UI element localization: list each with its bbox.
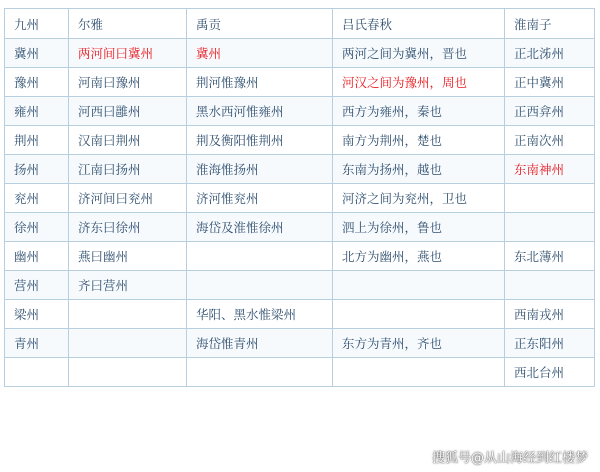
table-row bbox=[5, 39, 595, 68]
table-row bbox=[5, 126, 595, 155]
table-row bbox=[5, 97, 595, 126]
province-cell bbox=[5, 358, 69, 387]
erya-cell: 济河间曰兖州 bbox=[69, 184, 187, 213]
lushi-chunqiu-cell: 北方为幽州，燕也 bbox=[333, 242, 505, 271]
lushi-chunqiu-cell: 泗上为徐州，鲁也 bbox=[333, 213, 505, 242]
province-cell: 幽州 bbox=[5, 242, 69, 271]
lushi-chunqiu-cell: 两河之间为冀州，晋也 bbox=[333, 39, 505, 68]
erya-cell bbox=[69, 300, 187, 329]
erya-cell: 济东曰徐州 bbox=[69, 213, 187, 242]
erya-cell bbox=[69, 329, 187, 358]
erya-cell: 两河间曰冀州 bbox=[69, 39, 187, 68]
yugong-cell bbox=[187, 271, 333, 300]
yugong-cell: 济河惟兖州 bbox=[187, 184, 333, 213]
table-row bbox=[5, 155, 595, 184]
table-row bbox=[5, 213, 595, 242]
erya-cell: 江南曰扬州 bbox=[69, 155, 187, 184]
yugong-cell bbox=[187, 242, 333, 271]
lushi-chunqiu-cell bbox=[333, 358, 505, 387]
table-body bbox=[5, 39, 595, 387]
yugong-cell: 荆及衡阳惟荆州 bbox=[187, 126, 333, 155]
erya-cell bbox=[69, 358, 187, 387]
header-cell-jiuzhou: 九州 bbox=[5, 9, 69, 39]
huainanzi-cell: 正南次州 bbox=[505, 126, 595, 155]
province-cell: 荆州 bbox=[5, 126, 69, 155]
header-cell-erya: 尔雅 bbox=[69, 9, 187, 39]
yugong-cell: 荆河惟豫州 bbox=[187, 68, 333, 97]
yugong-cell: 华阳、黑水惟梁州 bbox=[187, 300, 333, 329]
province-cell: 青州 bbox=[5, 329, 69, 358]
lushi-chunqiu-cell: 河济之间为兖州，卫也 bbox=[333, 184, 505, 213]
province-cell: 梁州 bbox=[5, 300, 69, 329]
lushi-chunqiu-cell: 河汉之间为豫州，周也 bbox=[333, 68, 505, 97]
table-row bbox=[5, 300, 595, 329]
province-cell: 冀州 bbox=[5, 39, 69, 68]
huainanzi-cell bbox=[505, 184, 595, 213]
nine-provinces-table bbox=[4, 8, 595, 387]
table-row bbox=[5, 68, 595, 97]
huainanzi-cell: 正东阳州 bbox=[505, 329, 595, 358]
province-cell: 营州 bbox=[5, 271, 69, 300]
yugong-cell: 海岱惟青州 bbox=[187, 329, 333, 358]
header-cell-huainanzi: 淮南子 bbox=[505, 9, 595, 39]
erya-cell: 河西曰雝州 bbox=[69, 97, 187, 126]
huainanzi-cell: 西南戎州 bbox=[505, 300, 595, 329]
erya-cell: 燕曰幽州 bbox=[69, 242, 187, 271]
huainanzi-cell: 西北台州 bbox=[505, 358, 595, 387]
erya-cell: 齐曰营州 bbox=[69, 271, 187, 300]
province-cell: 徐州 bbox=[5, 213, 69, 242]
huainanzi-cell bbox=[505, 271, 595, 300]
province-cell: 雍州 bbox=[5, 97, 69, 126]
huainanzi-cell: 东南神州 bbox=[505, 155, 595, 184]
lushi-chunqiu-cell: 东南为扬州，越也 bbox=[333, 155, 505, 184]
table-row bbox=[5, 358, 595, 387]
table-row bbox=[5, 242, 595, 271]
table-header-row bbox=[5, 9, 595, 39]
yugong-cell: 黑水西河惟雍州 bbox=[187, 97, 333, 126]
lushi-chunqiu-cell: 东方为青州，齐也 bbox=[333, 329, 505, 358]
lushi-chunqiu-cell bbox=[333, 271, 505, 300]
lushi-chunqiu-cell: 西方为雍州，秦也 bbox=[333, 97, 505, 126]
lushi-chunqiu-cell: 南方为荆州，楚也 bbox=[333, 126, 505, 155]
province-cell: 扬州 bbox=[5, 155, 69, 184]
yugong-cell bbox=[187, 358, 333, 387]
table-row bbox=[5, 184, 595, 213]
huainanzi-cell bbox=[505, 213, 595, 242]
huainanzi-cell: 正西弇州 bbox=[505, 97, 595, 126]
erya-cell: 汉南曰荆州 bbox=[69, 126, 187, 155]
yugong-cell: 淮海惟扬州 bbox=[187, 155, 333, 184]
erya-cell: 河南曰豫州 bbox=[69, 68, 187, 97]
province-cell: 豫州 bbox=[5, 68, 69, 97]
header-cell-lushi-chunqiu: 吕氏春秋 bbox=[333, 9, 505, 39]
lushi-chunqiu-cell bbox=[333, 300, 505, 329]
table-row bbox=[5, 329, 595, 358]
yugong-cell: 海岱及淮惟徐州 bbox=[187, 213, 333, 242]
table-row bbox=[5, 271, 595, 300]
watermark: 搜狐号@从山海经到红楼梦 bbox=[431, 451, 588, 466]
huainanzi-cell: 东北薄州 bbox=[505, 242, 595, 271]
yugong-cell: 冀州 bbox=[187, 39, 333, 68]
header-cell-yugong: 禹贡 bbox=[187, 9, 333, 39]
huainanzi-cell: 正北泲州 bbox=[505, 39, 595, 68]
huainanzi-cell: 正中冀州 bbox=[505, 68, 595, 97]
province-cell: 兖州 bbox=[5, 184, 69, 213]
